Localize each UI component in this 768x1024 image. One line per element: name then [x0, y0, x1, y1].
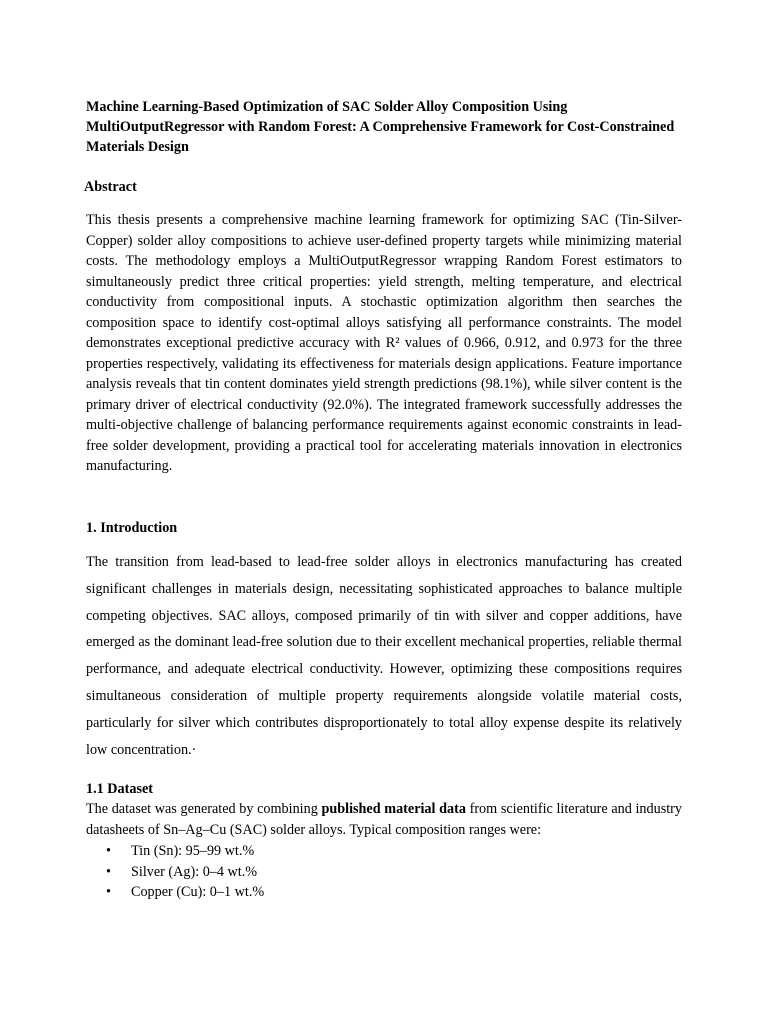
list-item-text: Tin (Sn): 95–99 wt.%	[131, 843, 255, 859]
introduction-paragraph: The transition from lead-based to lead-free solder alloys in electronics manufacturing has created significant challenges in materials design, necessitating sophisticated approaches to balance multiple competing objectives. SAC alloys, composed primarily of tin with silver and copper additions, have emerged as the dominant lead-free solution due to their excellent mechanical properties, reliable thermal performance, and adequate electrical conductivity. However, optimizing these compositions requires simultaneous consideration of multiple property requirements alongside volatile material costs, particularly for silver which contributes disproportionately to total alloy expense despite its relatively low concentration.·	[86, 554, 682, 758]
dataset-heading: 1.1 Dataset	[86, 781, 153, 797]
introduction-heading: 1. Introduction	[86, 520, 178, 536]
paper-title: Machine Learning-Based Optimization of SAC Solder Alloy Composition Using MultiOutputRegressor with Random Forest: A Comprehensive Framework for Cost-Constrained Materials Design	[86, 99, 675, 155]
composition-list	[86, 841, 586, 903]
list-item-text: Copper (Cu): 0–1 wt.%	[131, 884, 265, 900]
bullet-icon: •	[106, 884, 111, 900]
list-item	[86, 882, 586, 903]
abstract-heading: Abstract	[84, 179, 137, 195]
abstract-paragraph: This thesis presents a comprehensive machine learning framework for optimizing SAC (Tin-Silver-Copper) solder alloy compositions to achieve user-defined property targets while minimizing material costs. The methodology employs a MultiOutputRegressor wrapping Random Forest estimators to simultaneously predict three critical properties: yield strength, melting temperature, and electrical conductivity from compositional inputs. A stochastic optimization algorithm then searches the composition space to identify cost-optimal alloys satisfying all performance constraints. The model demonstrates exceptional predictive accuracy with R² values of 0.966, 0.912, and 0.973 for the three properties respectively, validating its effectiveness for materials design applications. Feature importance analysis reveals that tin content dominates yield strength predictions (98.1%), while silver content is the primary driver of electrical conductivity (92.0%). The integrated framework successfully addresses the multi-objective challenge of balancing performance requirements against economic constraints in lead-free solder development, providing a practical tool for accelerating materials innovation in electronics manufacturing.	[86, 212, 682, 474]
dataset-text-start: The dataset was generated by combining	[86, 801, 322, 817]
dataset-text-end: from scientific literature and industry datasheets of Sn–Ag–Cu (SAC) solder alloys. Typical composition ranges were:	[86, 801, 682, 838]
list-item	[86, 841, 586, 862]
list-item	[86, 862, 586, 883]
bullet-icon: •	[106, 843, 111, 859]
bullet-icon: •	[106, 863, 111, 880]
dataset-text-bold: published material data	[321, 801, 466, 817]
dataset-paragraph	[86, 799, 682, 841]
list-item-text: Silver (Ag): 0–4 wt.%	[131, 863, 258, 880]
